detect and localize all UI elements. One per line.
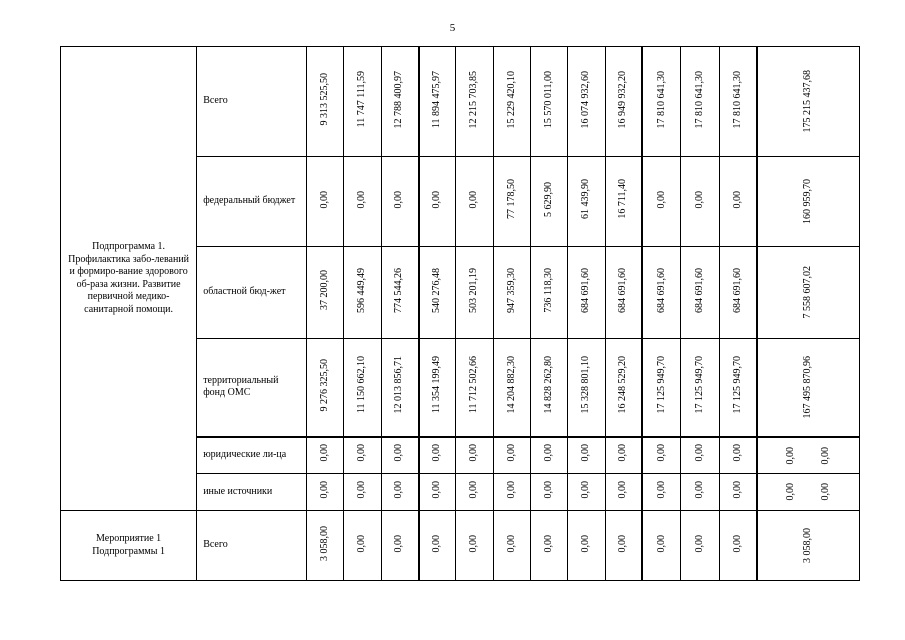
program-name-cell [61,47,197,511]
program-name: Мероприятие 1 Подпрограммы 1 [92,533,165,557]
value-text: 0,00 [731,190,743,208]
value-cell [381,157,418,247]
value-cell [456,47,493,157]
value-text: 77 178,50 [505,179,517,220]
value-text: 9 313 525,50 [319,73,331,126]
value-text: 17 810 641,30 [731,70,743,128]
value-cell [307,247,344,339]
total-text: 0,00 [819,483,831,501]
value-cell [381,247,418,339]
value-cell [605,339,642,437]
value-text: 0,00 [468,481,480,499]
value-cell [531,157,568,247]
value-text: 503 201,19 [468,267,480,313]
value-text: 0,00 [431,190,443,208]
value-text: 16 949 932,20 [617,70,629,128]
value-text: 16 074 932,60 [580,70,592,128]
value-text: 0,00 [431,481,443,499]
extra-value-text: 0,00 [785,483,797,501]
value-text: 0,00 [580,444,592,462]
value-cell [344,511,381,581]
value-cell [681,47,719,157]
value-cell [568,47,605,157]
value-text: 684 691,60 [580,267,592,313]
value-cell [456,511,493,581]
value-cell [719,474,757,511]
total-text: 7 558 607,02 [802,266,814,319]
value-cell [605,47,642,157]
value-cell [307,511,344,581]
value-text: 0,00 [319,190,331,208]
value-text: 0,00 [542,444,554,462]
value-text: 0,00 [356,481,368,499]
value-text: 11 354 199,49 [431,356,443,414]
funding-source: федеральный бюджет [197,157,307,247]
value-cell [344,339,381,437]
value-cell [344,474,381,511]
total-cell [757,474,859,511]
value-text: 0,00 [431,534,443,552]
value-text: 11 712 502,66 [468,356,480,414]
value-text: 540 276,48 [431,267,443,313]
value-cell [642,339,680,437]
value-text: 0,00 [731,444,743,462]
value-text: 0,00 [468,534,480,552]
funding-table [60,46,860,581]
total-text: 167 495 870,96 [802,356,814,419]
value-cell [642,47,680,157]
funding-source: Всего [197,47,307,157]
value-text: 0,00 [356,190,368,208]
value-text: 0,00 [431,444,443,462]
value-cell [681,437,719,474]
value-text: 16 711,40 [617,179,629,220]
extra-value-text: 0,00 [785,446,797,464]
value-text: 0,00 [655,190,667,208]
value-text: 0,00 [505,481,517,499]
value-cell [344,47,381,157]
value-text: 0,00 [393,190,405,208]
value-text: 16 248 529,20 [617,356,629,414]
funding-source: Всего [197,511,307,581]
value-cell [681,474,719,511]
value-text: 596 449,49 [356,267,368,313]
value-cell [642,247,680,339]
value-cell [456,339,493,437]
value-text: 15 570 011,00 [542,70,554,128]
value-cell [719,437,757,474]
value-cell [605,157,642,247]
value-text: 684 691,60 [655,267,667,313]
value-cell [493,437,530,474]
value-text: 0,00 [731,534,743,552]
value-cell [381,339,418,437]
value-cell [681,339,719,437]
value-cell [456,437,493,474]
value-cell [381,511,418,581]
value-text: 0,00 [356,444,368,462]
value-cell [419,247,456,339]
value-cell [456,157,493,247]
value-cell [605,247,642,339]
value-cell [719,511,757,581]
value-text: 11 747 111,59 [356,71,368,128]
value-cell [419,474,456,511]
value-cell [642,511,680,581]
value-cell [719,157,757,247]
value-cell [344,157,381,247]
value-cell [493,157,530,247]
value-text: 11 150 662,10 [356,356,368,414]
value-cell [605,474,642,511]
value-text: 0,00 [468,190,480,208]
value-text: 0,00 [617,481,629,499]
value-cell [568,247,605,339]
value-cell [568,511,605,581]
value-cell [642,474,680,511]
funding-source: юридические ли-ца [197,437,307,474]
value-text: 684 691,60 [693,267,705,313]
program-name-cell [61,511,197,581]
value-cell [381,437,418,474]
value-cell [681,247,719,339]
value-text: 0,00 [393,444,405,462]
value-cell [605,511,642,581]
value-text: 14 204 882,30 [505,356,517,414]
value-text: 0,00 [617,534,629,552]
value-cell [681,511,719,581]
value-cell [456,247,493,339]
value-text: 0,00 [505,534,517,552]
value-cell [531,339,568,437]
value-text: 947 359,30 [505,267,517,313]
value-cell [493,247,530,339]
value-text: 0,00 [580,534,592,552]
total-cell [757,47,859,157]
value-text: 15 328 801,10 [580,356,592,414]
value-cell [568,474,605,511]
value-text: 12 215 703,85 [468,70,480,128]
total-cell [757,247,859,339]
value-cell [568,157,605,247]
total-text: 175 215 437,68 [802,70,814,133]
value-cell [531,47,568,157]
table-row [61,511,860,581]
value-text: 0,00 [356,534,368,552]
value-text: 774 544,26 [393,267,405,313]
value-text: 0,00 [655,481,667,499]
value-text: 684 691,60 [617,267,629,313]
total-cell [757,157,859,247]
total-text: 0,00 [819,446,831,464]
value-text: 736 118,30 [542,267,554,313]
value-text: 61 439,90 [580,179,592,220]
value-cell [307,157,344,247]
value-cell [344,437,381,474]
value-cell [531,474,568,511]
value-text: 0,00 [693,481,705,499]
value-text: 12 788 400,97 [393,70,405,128]
value-text: 684 691,60 [731,267,743,313]
value-cell [493,339,530,437]
total-text: 160 959,70 [802,179,814,224]
value-cell [307,339,344,437]
value-cell [419,47,456,157]
value-text: 12 013 856,71 [393,356,405,414]
value-text: 0,00 [393,534,405,552]
value-cell [307,47,344,157]
value-cell [642,437,680,474]
value-cell [419,339,456,437]
funding-source: иные источники [197,474,307,511]
value-cell [419,437,456,474]
page-number: 5 [449,22,456,34]
value-cell [531,437,568,474]
value-text: 0,00 [693,190,705,208]
value-cell [456,474,493,511]
value-cell [307,474,344,511]
value-text: 0,00 [693,534,705,552]
value-cell [719,339,757,437]
value-cell [719,47,757,157]
value-text: 0,00 [505,444,517,462]
value-text: 11 894 475,97 [431,70,443,128]
value-cell [642,157,680,247]
value-text: 0,00 [580,481,592,499]
value-text: 0,00 [393,481,405,499]
value-text: 17 125 949,70 [731,356,743,414]
value-text: 0,00 [468,444,480,462]
value-text: 9 276 325,50 [319,358,331,412]
total-text: 3 058,00 [802,528,814,563]
value-text: 17 810 641,30 [655,70,667,128]
value-text: 0,00 [319,481,331,499]
value-cell [307,437,344,474]
value-text: 17 125 949,70 [693,356,705,414]
value-text: 0,00 [319,444,331,462]
value-text: 5 629,90 [542,181,554,217]
value-text: 0,00 [731,481,743,499]
value-text: 0,00 [655,534,667,552]
value-cell [531,511,568,581]
value-cell [568,437,605,474]
value-cell [419,511,456,581]
value-text: 0,00 [542,534,554,552]
funding-source: территориальный фонд ОМС [197,339,307,437]
value-cell [381,47,418,157]
funding-source: областной бюд-жет [197,247,307,339]
value-cell [419,157,456,247]
value-text: 0,00 [617,444,629,462]
value-text: 15 229 420,10 [505,70,517,128]
total-cell [757,437,859,474]
value-cell [568,339,605,437]
value-cell [531,247,568,339]
total-cell [757,511,859,581]
value-cell [493,511,530,581]
value-cell [681,157,719,247]
value-text: 3 058,00 [319,525,331,561]
program-name: Подпрограмма 1. Профилактика забо-леваний и формиро-вание здорового об-раза жизни. Развитие первичной медико-санитарной помощи. [68,241,190,315]
value-cell [719,247,757,339]
value-text: 0,00 [655,444,667,462]
value-cell [493,47,530,157]
value-text: 0,00 [693,444,705,462]
value-cell [605,437,642,474]
table-row [61,47,860,157]
value-text: 0,00 [542,481,554,499]
value-text: 37 200,00 [319,270,331,311]
value-cell [344,247,381,339]
value-text: 14 828 262,80 [542,356,554,414]
value-cell [381,474,418,511]
value-text: 17 125 949,70 [655,356,667,414]
total-cell [757,339,859,437]
value-cell [493,474,530,511]
value-text: 17 810 641,30 [693,70,705,128]
